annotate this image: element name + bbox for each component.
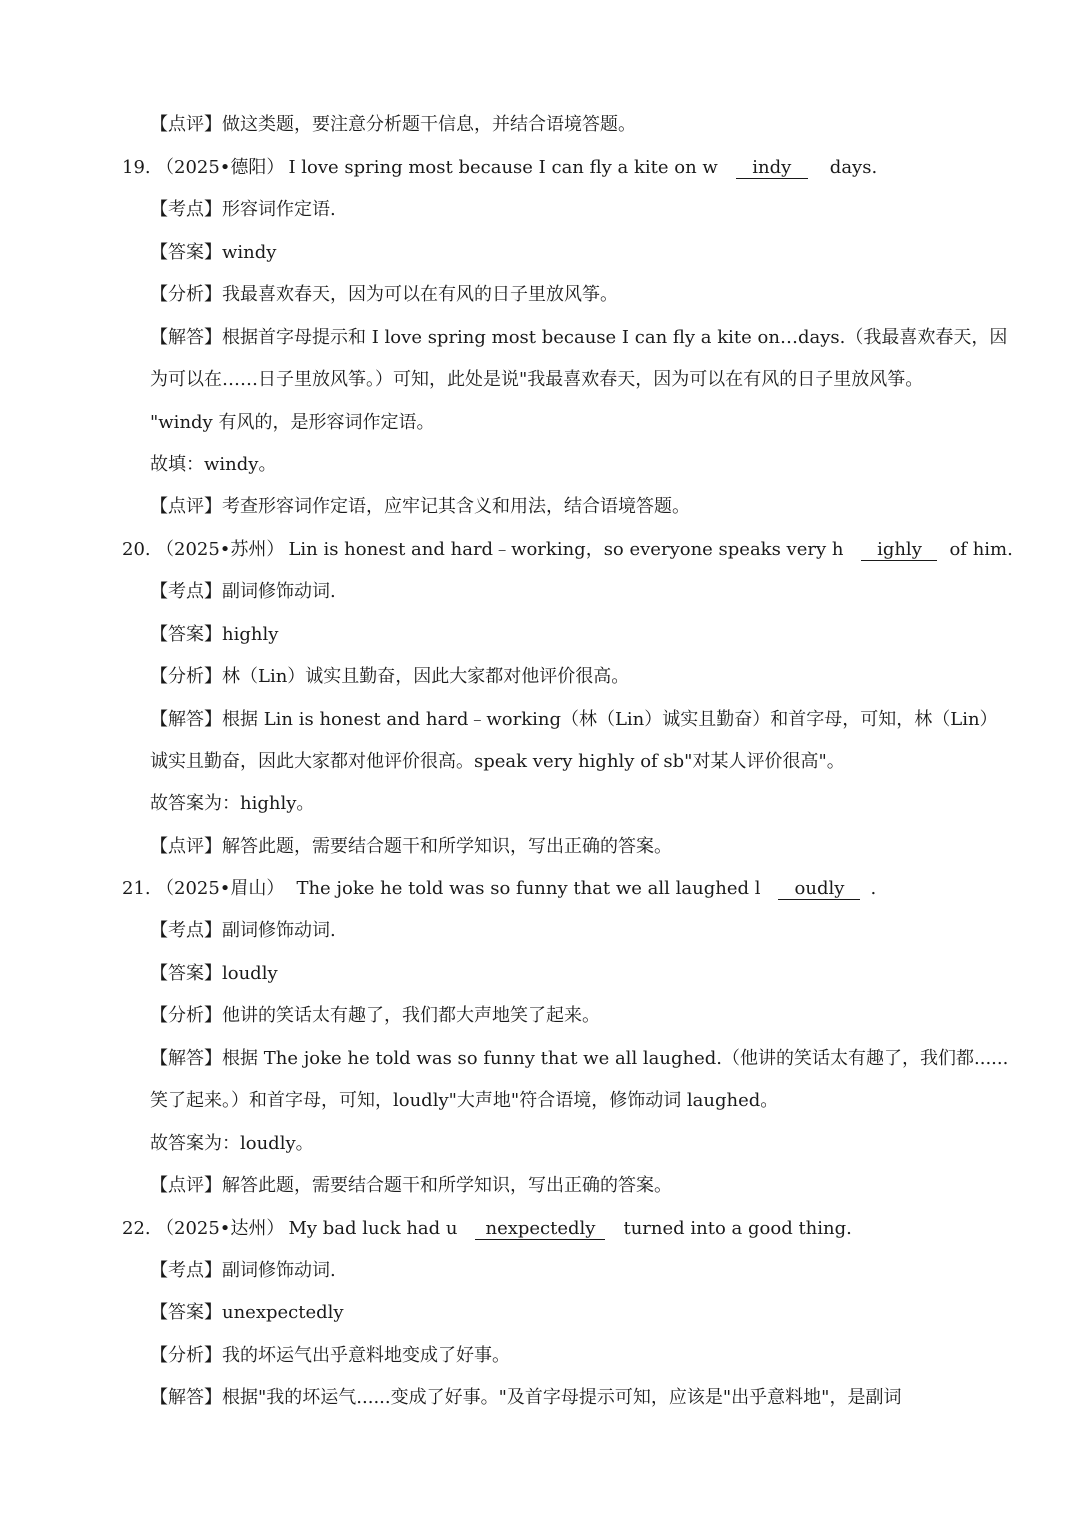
stem-before: Lin is honest and hard﹣working，so everyone speaks very h	[288, 539, 844, 560]
q19-point: 【考点】形容词作定语.	[150, 199, 336, 220]
question-21-stem	[122, 876, 1080, 902]
stem-before: The joke he told was so funny that we all laughed l	[296, 878, 761, 899]
stem-after: .	[870, 878, 877, 899]
question-source: （2025•眉山）	[156, 878, 285, 899]
question-number: 19.	[122, 157, 151, 178]
question-number: 22.	[122, 1218, 151, 1239]
question-source: （2025•德阳）	[156, 157, 285, 178]
answer-blank: ighly	[861, 540, 937, 561]
q21-solution-line-2: 笑了起来。）和首字母，可知，loudly"大声地"符合语境，修饰动词 laughed。	[150, 1090, 779, 1111]
q22-answer: 【答案】unexpectedly	[150, 1302, 344, 1323]
q20-fill: 故答案为：highly。	[150, 793, 315, 814]
question-source: （2025•达州）	[156, 1218, 285, 1239]
q22-analysis: 【分析】我的坏运气出乎意料地变成了好事。	[150, 1345, 510, 1366]
answer-blank: oudly	[778, 879, 860, 900]
q21-comment: 【点评】解答此题，需要结合题干和所学知识，写出正确的答案。	[150, 1175, 672, 1196]
stem-before: I love spring most because I can fly a kite on w	[288, 157, 718, 178]
q21-analysis: 【分析】他讲的笑话太有趣了，我们都大声地笑了起来。	[150, 1005, 600, 1026]
question-number: 20.	[122, 539, 151, 560]
question-source: （2025•苏州）	[156, 539, 285, 560]
q20-answer: 【答案】highly	[150, 624, 279, 645]
q20-solution-line-1: 【解答】根据 Lin is honest and hard﹣working（林（Lin）诚实且勤奋）和首字母，可知，林（Lin）	[150, 709, 998, 730]
q19-solution-line-3: "windy 有风的，是形容词作定语。	[150, 412, 435, 433]
q19-solution-line-1: 【解答】根据首字母提示和 I love spring most because I can fly a kite on…days.（我最喜欢春天，因	[150, 327, 1008, 348]
q19-analysis: 【分析】我最喜欢春天，因为可以在有风的日子里放风筝。	[150, 284, 618, 305]
question-22-stem	[122, 1216, 1080, 1242]
q20-analysis: 【分析】林（Lin）诚实且勤奋，因此大家都对他评价很高。	[150, 666, 630, 687]
q21-solution-line-1: 【解答】根据 The joke he told was so funny that we all laughed.（他讲的笑话太有趣了，我们都......	[150, 1048, 1009, 1069]
stem-after: turned into a good thing.	[623, 1218, 852, 1239]
answer-blank: nexpectedly	[475, 1219, 605, 1240]
answer-blank: indy	[736, 158, 808, 179]
stem-before: My bad luck had u	[288, 1218, 458, 1239]
q20-point: 【考点】副词修饰动词.	[150, 581, 336, 602]
intro-comment: 【点评】做这类题，要注意分析题干信息，并结合语境答题。	[150, 114, 636, 135]
q20-comment: 【点评】解答此题，需要结合题干和所学知识，写出正确的答案。	[150, 836, 672, 857]
question-20-stem	[122, 537, 1080, 563]
q22-point: 【考点】副词修饰动词.	[150, 1260, 336, 1281]
q19-comment: 【点评】考查形容词作定语，应牢记其含义和用法，结合语境答题。	[150, 496, 690, 517]
q21-fill: 故答案为：loudly。	[150, 1133, 314, 1154]
q20-solution-line-2: 诚实且勤奋，因此大家都对他评价很高。speak very highly of sb"对某人评价很高"。	[150, 751, 845, 772]
q19-fill: 故填：windy。	[150, 454, 277, 475]
question-19-stem	[122, 155, 1080, 181]
stem-after: of him.	[949, 539, 1013, 560]
q19-solution-line-2: 为可以在……日子里放风筝。）可知，此处是说"我最喜欢春天，因为可以在有风的日子里放风筝。	[150, 369, 924, 390]
question-number: 21.	[122, 878, 151, 899]
q19-answer: 【答案】windy	[150, 242, 277, 263]
q22-solution-line-1: 【解答】根据"我的坏运气......变成了好事。"及首字母提示可知，应该是"出乎意料地"，是副词	[150, 1387, 902, 1408]
q21-point: 【考点】副词修饰动词.	[150, 920, 336, 941]
stem-after: days.	[829, 157, 878, 178]
q21-answer: 【答案】loudly	[150, 963, 278, 984]
